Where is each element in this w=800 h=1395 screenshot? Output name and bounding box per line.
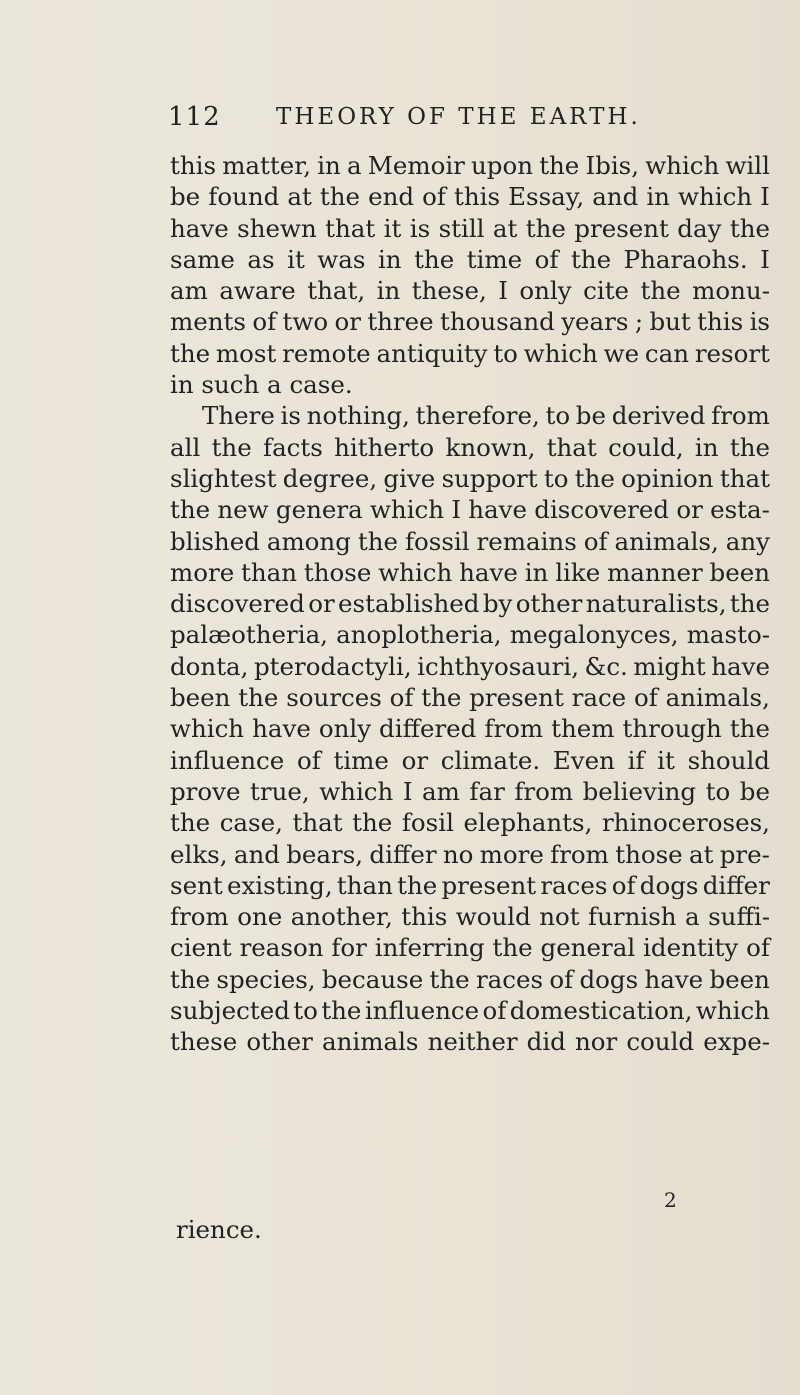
text-line: influence of time or climate. Even if it should (170, 745, 770, 775)
running-head: THEORY OF THE EARTH. (276, 104, 641, 130)
text-line: am aware that, in these, I only cite the monu- (170, 276, 770, 306)
text-line: which have only differed from them through the (170, 714, 770, 744)
text-line: these other animals neither did nor could expe- (170, 1027, 770, 1057)
text-line: been the sources of the present race of animals, (170, 683, 770, 713)
paragraph-2 (170, 400, 770, 1057)
text-line: palæotheria, anoplotheria, megalonyces, masto- (170, 620, 770, 650)
text-line: more than those which have in like manner been (170, 557, 770, 587)
page-number: 112 (168, 102, 221, 132)
text-line: the new genera which I have discovered or esta- (170, 495, 770, 525)
text-line: discovered or established by other naturalists, the (170, 589, 770, 619)
text-line: ments of two or three thousand years ; but this is (170, 307, 770, 337)
text-line: in such a case. (170, 370, 353, 400)
paragraph-1 (170, 150, 770, 400)
text-line: subjected to the influence of domestication, which (170, 996, 770, 1026)
final-line: rience. (176, 1215, 262, 1244)
text-line: have shewn that it is still at the present day the (170, 213, 770, 243)
page-header (168, 102, 768, 142)
text-line: slightest degree, give support to the opinion that (170, 463, 770, 493)
text-line: There is nothing, therefore, to be derived from (202, 401, 770, 431)
text-line: same as it was in the time of the Pharaohs. I (170, 244, 770, 274)
text-line: sent existing, than the present races of dogs differ (170, 870, 770, 900)
text-line: donta, pterodactyli, ichthyosauri, &c. might have (170, 651, 770, 681)
text-line: from one another, this would not furnish a suffi- (170, 902, 770, 932)
text-line: prove true, which I am far from believing to be (170, 776, 770, 806)
text-line: the species, because the races of dogs have been (170, 964, 770, 994)
signature-mark: 2 (664, 1188, 677, 1212)
body-text (170, 150, 770, 1058)
text-line: all the facts hitherto known, that could, in the (170, 432, 770, 462)
text-line: the case, that the fosil elephants, rhinoceroses, (170, 808, 770, 838)
text-line: this matter, in a Memoir upon the Ibis, which will (170, 151, 770, 180)
text-line: elks, and bears, differ no more from those at pre- (170, 839, 770, 869)
text-line: be found at the end of this Essay, and in which I (170, 182, 770, 212)
text-line: cient reason for inferring the general identity of (170, 933, 770, 963)
text-line: the most remote antiquity to which we can resort (170, 338, 770, 368)
text-line: blished among the fossil remains of animals, any (170, 526, 770, 556)
